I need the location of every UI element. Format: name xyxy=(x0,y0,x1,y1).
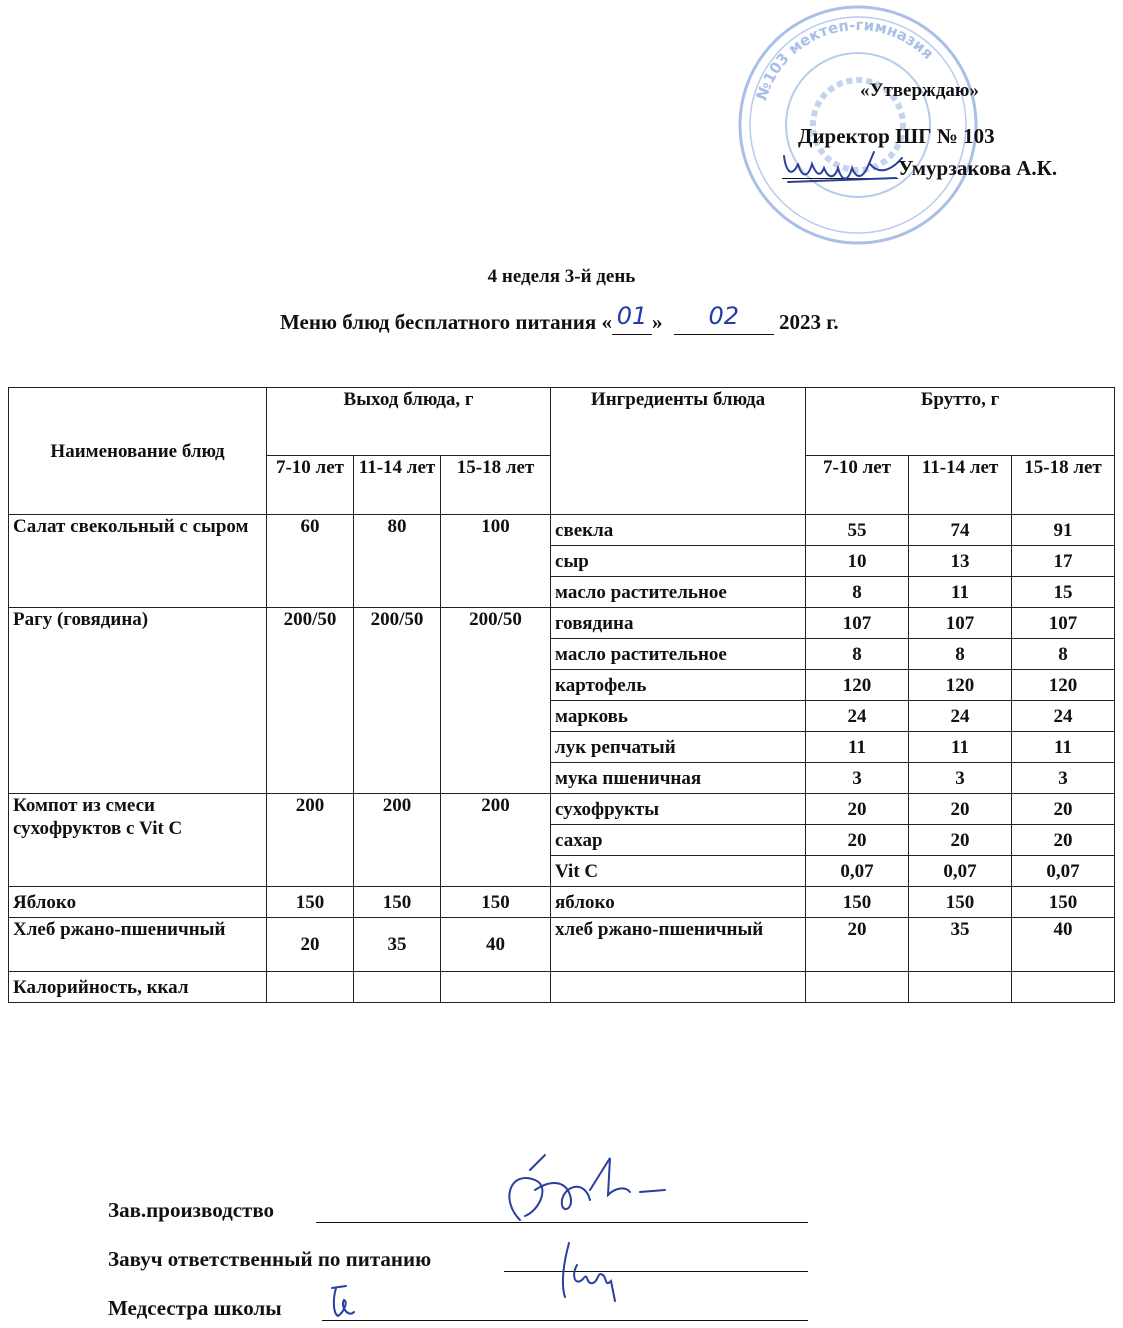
yield-value: 80 xyxy=(354,515,441,608)
ingredient-name: сухофрукты xyxy=(551,794,806,825)
table-row xyxy=(9,918,1115,972)
brutto-value: 107 xyxy=(909,608,1012,639)
brutto-value: 24 xyxy=(806,701,909,732)
brutto-value: 20 xyxy=(806,825,909,856)
deputy-signature-line xyxy=(504,1271,808,1272)
calories-cell xyxy=(806,972,909,1003)
deputy-label: Завуч ответственный по питанию xyxy=(108,1247,432,1271)
director-name: Умурзакова А.К. xyxy=(898,156,1058,180)
header-row-1 xyxy=(9,388,1115,456)
dish-name: Хлеб ржано-пшеничный xyxy=(9,918,267,972)
brutto-value: 35 xyxy=(909,918,1012,972)
brutto-value: 11 xyxy=(909,577,1012,608)
approve-label: «Утверждаю» xyxy=(860,80,979,101)
yield-value: 200 xyxy=(267,794,354,887)
director-title: Директор ШГ № 103 xyxy=(798,124,995,148)
production-head-label: Зав.производство xyxy=(108,1198,275,1222)
ingredient-name: хлеб ржано-пшеничный xyxy=(551,918,806,972)
brutto-value: 150 xyxy=(806,887,909,918)
brutto-value: 55 xyxy=(806,515,909,546)
date-day-field xyxy=(612,302,652,335)
dish-name: Рагу (говядина) xyxy=(9,608,267,794)
yield-value: 150 xyxy=(267,887,354,918)
yield-age-15-18: 15-18 лет xyxy=(441,456,551,515)
menu-title xyxy=(280,302,839,335)
brutto-value: 10 xyxy=(806,546,909,577)
brutto-value: 20 xyxy=(1012,825,1115,856)
brutto-value: 8 xyxy=(806,577,909,608)
calories-row xyxy=(9,972,1115,1003)
nurse-label: Медсестра школы xyxy=(108,1296,282,1320)
table-row xyxy=(9,515,1115,546)
yield-value: 200 xyxy=(354,794,441,887)
yield-value: 100 xyxy=(441,515,551,608)
yield-age-7-10: 7-10 лет xyxy=(267,456,354,515)
ingredient-name: марковь xyxy=(551,701,806,732)
brutto-value: 74 xyxy=(909,515,1012,546)
brutto-value: 20 xyxy=(909,794,1012,825)
menu-title-prefix: Меню блюд бесплатного питания « xyxy=(280,310,612,334)
brutto-value: 91 xyxy=(1012,515,1115,546)
ingredient-name: говядина xyxy=(551,608,806,639)
yield-value: 150 xyxy=(354,887,441,918)
brutto-value: 24 xyxy=(909,701,1012,732)
ingredient-name: лук репчатый xyxy=(551,732,806,763)
brutto-value: 24 xyxy=(1012,701,1115,732)
yield-value: 200/50 xyxy=(441,608,551,794)
stamp-text: №103 мектеп-гимназия xyxy=(752,15,938,103)
ingredient-name: свекла xyxy=(551,515,806,546)
ingredient-name: масло растительное xyxy=(551,577,806,608)
ingredient-name: Vit C xyxy=(551,856,806,887)
yield-value: 20 xyxy=(267,918,354,972)
date-day: 01 xyxy=(616,302,648,330)
ingredient-name: картофель xyxy=(551,670,806,701)
ingredient-name: мука пшеничная xyxy=(551,763,806,794)
brutto-value: 107 xyxy=(1012,608,1115,639)
yield-value: 200 xyxy=(441,794,551,887)
brutto-value: 15 xyxy=(1012,577,1115,608)
date-month: 02 xyxy=(708,302,739,330)
brutto-value: 40 xyxy=(1012,918,1115,972)
brutto-value: 107 xyxy=(806,608,909,639)
brutto-value: 8 xyxy=(806,639,909,670)
col-ingredients: Ингредиенты блюда xyxy=(551,388,806,515)
col-brutto: Брутто, г xyxy=(806,388,1115,456)
yield-value: 60 xyxy=(267,515,354,608)
brutto-value: 0,07 xyxy=(909,856,1012,887)
brutto-value: 0,07 xyxy=(1012,856,1115,887)
brutto-value: 3 xyxy=(909,763,1012,794)
deputy-signature xyxy=(555,1235,635,1305)
dish-name: Яблоко xyxy=(9,887,267,918)
nurse-signature xyxy=(322,1282,362,1322)
calories-cell xyxy=(1012,972,1115,1003)
table-row xyxy=(9,794,1115,825)
dish-name: Компот из смеси сухофруктов с Vit C xyxy=(9,794,267,887)
brutto-value: 8 xyxy=(1012,639,1115,670)
yield-value: 200/50 xyxy=(354,608,441,794)
date-year: 2023 г. xyxy=(778,310,839,334)
col-dish-name: Наименование блюд xyxy=(9,388,267,515)
yield-value: 40 xyxy=(441,918,551,972)
calories-cell xyxy=(909,972,1012,1003)
calories-cell xyxy=(354,972,441,1003)
brutto-age-15-18: 15-18 лет xyxy=(1012,456,1115,515)
table-row xyxy=(9,887,1115,918)
brutto-value: 20 xyxy=(909,825,1012,856)
production-head-signature xyxy=(490,1150,670,1230)
week-day-title: 4 неделя 3-й день xyxy=(487,266,636,287)
dish-name: Салат свекольный с сыром xyxy=(9,515,267,608)
brutto-value: 20 xyxy=(806,794,909,825)
director-signature xyxy=(778,138,908,188)
ingredient-name: сыр xyxy=(551,546,806,577)
nurse-signature-line xyxy=(322,1320,808,1321)
brutto-value: 3 xyxy=(1012,763,1115,794)
brutto-value: 13 xyxy=(909,546,1012,577)
table-row xyxy=(9,608,1115,639)
yield-value: 35 xyxy=(354,918,441,972)
calories-label: Калорийность, ккал xyxy=(9,972,267,1003)
yield-value: 150 xyxy=(441,887,551,918)
menu-title-quote: » xyxy=(651,310,663,334)
brutto-value: 120 xyxy=(1012,670,1115,701)
brutto-value: 150 xyxy=(1012,887,1115,918)
date-month-field xyxy=(674,302,774,335)
brutto-value: 11 xyxy=(909,732,1012,763)
brutto-value: 120 xyxy=(909,670,1012,701)
calories-cell xyxy=(551,972,806,1003)
menu-table xyxy=(8,387,1115,1003)
brutto-value: 11 xyxy=(806,732,909,763)
brutto-value: 17 xyxy=(1012,546,1115,577)
brutto-value: 20 xyxy=(1012,794,1115,825)
brutto-value: 3 xyxy=(806,763,909,794)
ingredient-name: масло растительное xyxy=(551,639,806,670)
yield-age-11-14: 11-14 лет xyxy=(354,456,441,515)
col-yield: Выход блюда, г xyxy=(267,388,551,456)
brutto-age-11-14: 11-14 лет xyxy=(909,456,1012,515)
brutto-value: 11 xyxy=(1012,732,1115,763)
brutto-value: 150 xyxy=(909,887,1012,918)
ingredient-name: сахар xyxy=(551,825,806,856)
yield-value: 200/50 xyxy=(267,608,354,794)
brutto-value: 8 xyxy=(909,639,1012,670)
brutto-value: 0,07 xyxy=(806,856,909,887)
calories-cell xyxy=(441,972,551,1003)
brutto-value: 20 xyxy=(806,918,909,972)
calories-cell xyxy=(267,972,354,1003)
brutto-age-7-10: 7-10 лет xyxy=(806,456,909,515)
ingredient-name: яблоко xyxy=(551,887,806,918)
brutto-value: 120 xyxy=(806,670,909,701)
